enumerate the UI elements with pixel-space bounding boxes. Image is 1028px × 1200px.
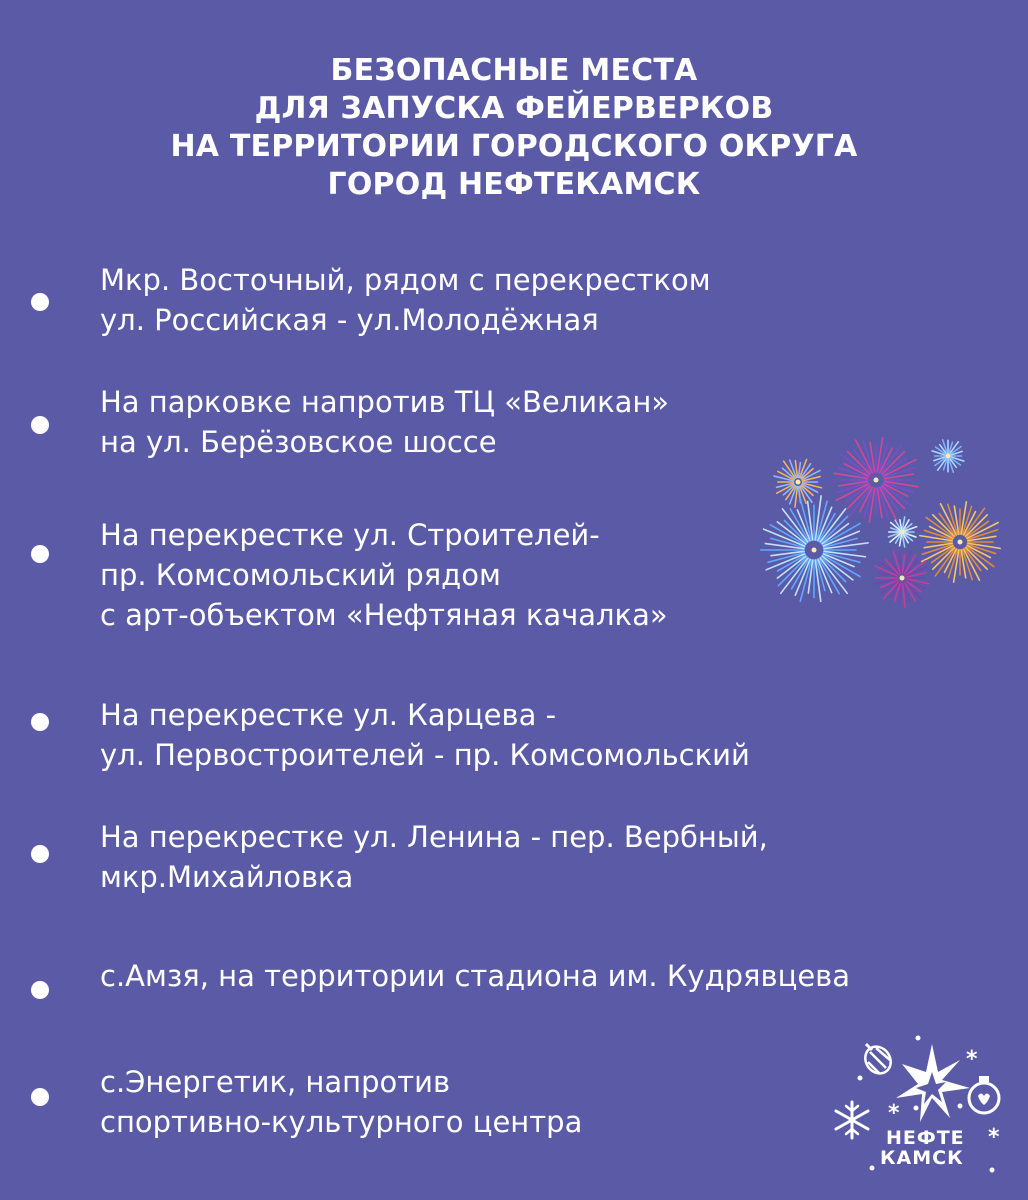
fireworks-illustration [750, 430, 1010, 620]
bullet-icon [31, 981, 49, 999]
firework-core [900, 530, 905, 535]
location-text: На перекрестке ул. Ленина - пер. Вербный, мкр.Михайловка [100, 820, 768, 894]
page-title [0, 52, 1028, 204]
firework-core [796, 480, 801, 485]
firework-core [900, 576, 905, 581]
bullet-icon [31, 845, 49, 863]
ornament-icon [969, 1076, 999, 1113]
logo-line-2: КАМСК [880, 1147, 964, 1169]
bullet-icon [31, 293, 49, 311]
bullet-icon [31, 713, 49, 731]
title-line-1: БЕЗОПАСНЫЕ МЕСТА [330, 53, 698, 88]
svg-text:*: * [888, 1101, 900, 1126]
title-line-2: ДЛЯ ЗАПУСКА ФЕЙЕРВЕРКОВ [254, 91, 774, 126]
firework-core [874, 478, 879, 483]
location-text: На парковке напротив ТЦ «Великан» на ул. Берёзовское шоссе [100, 385, 670, 459]
bullet-icon [31, 416, 49, 434]
location-text: На перекрестке ул. Карцева - ул. Первостроителей - пр. Комсомольский [100, 698, 750, 772]
svg-text:*: * [966, 1047, 978, 1072]
bullet-icon [31, 545, 49, 563]
logo-line-1: НЕФТЕ [886, 1127, 965, 1149]
location-text: с.Энергетик, напротив спортивно-культурного центра [100, 1065, 583, 1139]
title-line-3: НА ТЕРРИТОРИИ ГОРОДСКОГО ОКРУГА [170, 129, 858, 164]
firework-ray [778, 557, 807, 586]
firework-core [946, 454, 951, 459]
location-text: Мкр. Восточный, рядом с перекрестком ул. Российская - ул.Молодёжная [100, 263, 711, 337]
star-icon [896, 1044, 970, 1122]
bullet-icon [31, 1088, 49, 1106]
pinecone-icon [860, 1042, 896, 1079]
title-line-4: ГОРОД НЕФТЕКАМСК [327, 167, 701, 202]
fireworks-bursts [761, 438, 1000, 607]
svg-text:*: * [988, 1125, 1000, 1150]
firework-core [812, 548, 817, 553]
location-text: На перекрестке ул. Строителей- пр. Комсомольский рядом с арт-объектом «Нефтяная качалка» [100, 518, 668, 632]
snowflake-icon [836, 1102, 868, 1138]
location-text: с.Амзя, на территории стадиона им. Кудрявцева [100, 959, 851, 993]
firework-core [958, 540, 963, 545]
neftekamsk-logo [832, 1032, 1022, 1182]
